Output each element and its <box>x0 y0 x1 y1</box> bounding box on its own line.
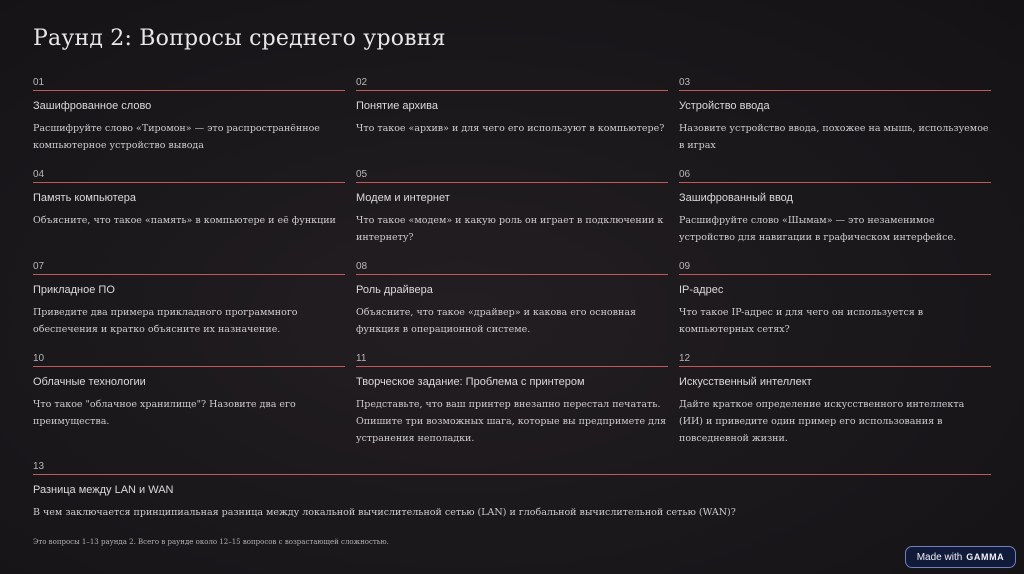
question-title: Разница между LAN и WAN <box>33 484 174 496</box>
question-text: Дайте краткое определение искусственного интеллекта (ИИ) и приведите один пример его использования в повседневной жизни. <box>679 399 965 444</box>
badge-prefix: Made with <box>916 551 963 563</box>
question-text: Что такое «архив» и для чего его используют в компьютере? <box>356 123 665 134</box>
question-title: Зашифрованное слово <box>33 100 152 112</box>
question-number: 05 <box>356 169 368 180</box>
question-card-13 <box>33 460 991 521</box>
question-card-12 <box>679 352 991 447</box>
question-title: Устройство ввода <box>679 100 770 112</box>
question-card-04 <box>33 168 345 229</box>
question-number: 01 <box>33 77 45 88</box>
question-number: 12 <box>679 353 691 364</box>
question-text: Приведите два примера прикладного программного обеспечения и кратко объясните их назначение. <box>33 307 298 335</box>
question-card-03 <box>679 76 991 154</box>
question-card-06 <box>679 168 991 246</box>
question-title: Прикладное ПО <box>33 284 115 296</box>
question-title: Облачные технологии <box>33 376 146 388</box>
question-number: 13 <box>33 461 45 472</box>
question-number: 02 <box>356 77 368 88</box>
question-text: Расшифруйте слово «Шымам» — это незаменимое устройство для навигации в графическом интерфейсе. <box>679 215 957 243</box>
gamma-logo: GAMMA <box>966 552 1005 562</box>
question-text: Что такое IP-адрес и для чего он используется в компьютерных сетях? <box>679 307 924 335</box>
question-number: 03 <box>679 77 691 88</box>
question-card-01 <box>33 76 345 154</box>
question-text: Назовите устройство ввода, похожее на мышь, используемое в играх <box>679 123 989 151</box>
footnote: Это вопросы 1–13 раунда 2. Всего в раунде около 12–15 вопросов с возрастающей сложностью. <box>33 538 389 546</box>
divider <box>33 182 345 183</box>
question-text: Расшифруйте слово «Тиромон» — это распространённое компьютерное устройство вывода <box>33 123 320 151</box>
divider <box>33 90 345 91</box>
question-text: Что такое "облачное хранилище"? Назовите два его преимущества. <box>33 399 296 427</box>
question-text: Объясните, что такое «память» в компьютере и её функции <box>33 215 336 226</box>
question-card-07 <box>33 260 345 338</box>
question-number: 11 <box>356 353 367 364</box>
divider <box>679 90 991 91</box>
question-card-08 <box>356 260 668 338</box>
question-number: 04 <box>33 169 45 180</box>
question-number: 08 <box>356 261 368 272</box>
question-title: Память компьютера <box>33 192 136 204</box>
question-title: Творческое задание: Проблема с принтером <box>356 376 585 388</box>
question-number: 10 <box>33 353 45 364</box>
question-number: 07 <box>33 261 45 272</box>
question-text: Что такое «модем» и какую роль он играет в подключении к интернету? <box>356 215 664 243</box>
question-number: 09 <box>679 261 691 272</box>
question-title: Зашифрованный ввод <box>679 192 793 204</box>
made-with-gamma-badge[interactable] <box>905 546 1016 568</box>
question-card-11 <box>356 352 668 447</box>
question-number: 06 <box>679 169 691 180</box>
question-text: В чем заключается принципиальная разница между локальной вычислительной сетью (LAN) и глобальной вычислительной сетью (WAN)? <box>33 507 736 518</box>
divider <box>356 182 668 183</box>
question-card-09 <box>679 260 991 338</box>
divider <box>33 366 345 367</box>
divider <box>679 366 991 367</box>
question-text: Представьте, что ваш принтер внезапно перестал печатать. Опишите три возможных шага, которые вы предпримете для устранения неполадки. <box>356 399 667 444</box>
question-title: Понятие архива <box>356 100 439 112</box>
question-card-10 <box>33 352 345 430</box>
divider <box>33 274 345 275</box>
divider <box>33 474 991 475</box>
page-title: Раунд 2: Вопросы среднего уровня <box>33 26 446 51</box>
question-title: IP-адрес <box>679 284 724 296</box>
divider <box>356 90 668 91</box>
divider <box>356 366 668 367</box>
question-card-05 <box>356 168 668 246</box>
divider <box>679 182 991 183</box>
divider <box>679 274 991 275</box>
question-title: Роль драйвера <box>356 284 433 296</box>
question-title: Модем и интернет <box>356 192 450 204</box>
question-title: Искусственный интеллект <box>679 376 812 388</box>
question-text: Объясните, что такое «драйвер» и какова его основная функция в операционной системе. <box>356 307 636 335</box>
divider <box>356 274 668 275</box>
question-card-02 <box>356 76 668 137</box>
